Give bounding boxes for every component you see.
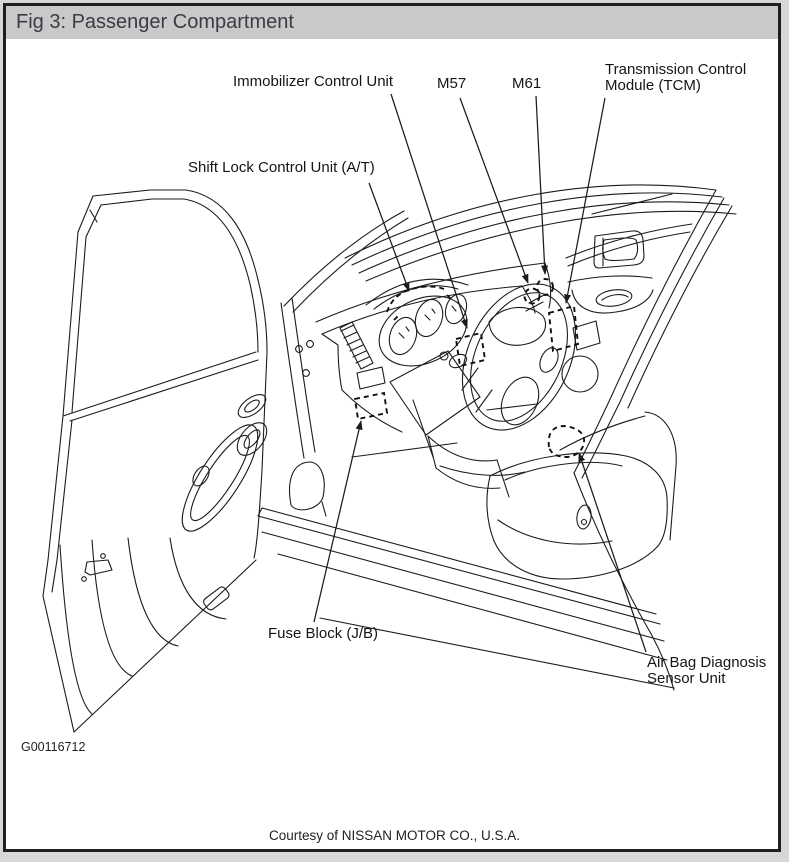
door-check-strap [85,560,112,575]
fuse-block-leader-line [314,421,361,622]
inside-door-handle [595,288,633,309]
callout-m57: M57 [437,75,467,92]
callout-shift-lock: Shift Lock Control Unit (A/T) [188,159,375,176]
tcm-leader-line [566,98,605,303]
callout-tcm-line2: Module (TCM) [605,77,701,94]
figure-title: Fig 3: Passenger Compartment [6,6,778,39]
callout-m61: M61 [512,75,542,92]
leader-lines [314,94,646,652]
courtesy-note: Courtesy of NISSAN MOTOR CO., U.S.A. [268,828,521,843]
airbag-sensor-location-marker [549,426,584,457]
pillar-base [290,462,325,510]
callout-airbag [647,655,766,687]
seat-adjuster-lever [575,504,592,530]
callout-tcm [605,62,746,94]
passenger-door [562,190,732,690]
open-door [43,190,273,732]
door-pull-opening [594,231,644,268]
m61-leader-line [536,96,545,274]
door-pull-recess [169,415,270,541]
callout-immobilizer: Immobilizer Control Unit [233,73,394,90]
callout-airbag-line2: Sensor Unit [647,670,726,687]
wheel-hub [489,307,545,345]
m57-leader-line [460,98,528,283]
door-sill-plate [202,585,231,611]
callout-airbag-line1: Air Bag Diagnosis [647,654,767,671]
airbag-leader-line [579,453,646,652]
floor [352,400,537,475]
grommet-hole [307,341,314,348]
callout-fuse-block: Fuse Block (J/B) [268,625,379,642]
knee-bolster [390,351,480,435]
lower-dash-panel [357,367,385,389]
callout-tcm-line1: Transmission Control [605,61,747,78]
figure-code: G00116712 [21,740,86,754]
grommet-hole [303,370,310,377]
body-structure [258,185,736,688]
front-seat [487,412,676,579]
shift-lock-leader-line [369,183,409,291]
dashboard [316,263,600,497]
